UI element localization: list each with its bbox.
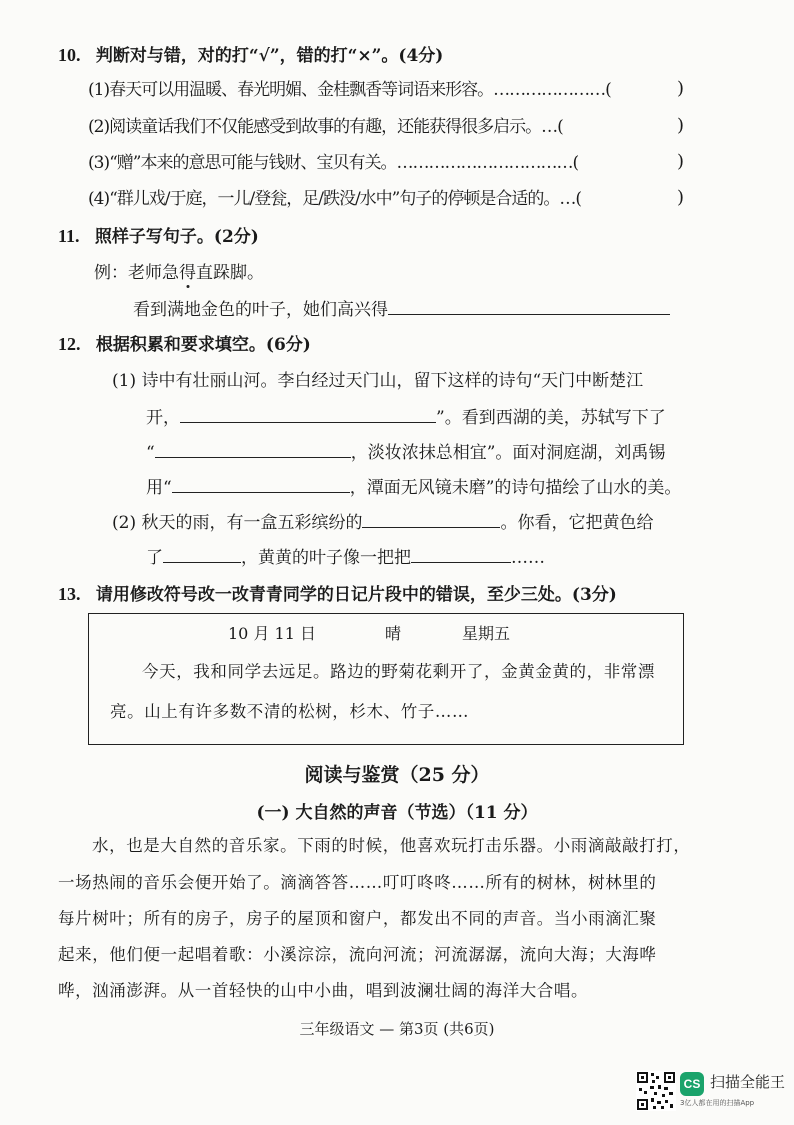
q12-blank-autumn-1[interactable] xyxy=(362,509,500,528)
q12-p1-l3b: ，淡妆浓抹总相宜”。面对洞庭湖，刘禹锡 xyxy=(350,443,666,463)
q12-p2-l1b: 。你看，它把黄色给 xyxy=(500,513,654,533)
diary-line-2: 亮。山上有许多数不清的松树，杉木、竹子…… xyxy=(110,702,470,721)
q12-p1-l4a: 用“ xyxy=(146,478,172,498)
q10-item-2: (2)阅读童话我们不仅能感受到故事的有趣，还能获得很多启示。…( xyxy=(88,117,563,137)
q12-p1-l3a: “ xyxy=(146,443,155,463)
q10-item-1: (1)春天可以用温暖、春光明媚、金桂飘香等词语来形容。…………………( xyxy=(88,80,611,100)
q10-item-4: (4)“群儿戏/于庭，一儿/登瓮，足/跌没/水中”句子的停顿是合适的。…( xyxy=(88,189,582,209)
reading-line-4: 起来，他们便一起唱着歌：小溪淙淙，流向河流；河流潺潺，流向大海；大海哗 xyxy=(58,945,657,964)
page-footer: 三年级语文 — 第3页 (共6页) xyxy=(299,1020,495,1038)
q10-answer-4[interactable]: ) xyxy=(677,187,685,208)
q12-title: 根据积累和要求填空。(6分) xyxy=(95,335,311,355)
q12-header xyxy=(58,333,311,356)
reading-line-1: 水，也是大自然的音乐家。下雨的时候，他喜欢玩打击乐器。小雨滴敲敲打打， xyxy=(92,836,691,855)
q10-number: 10. xyxy=(58,45,81,65)
q12-p2-l1a: (2) 秋天的雨，有一盒五彩缤纷的 xyxy=(112,513,363,533)
diary-line-1: 今天，我和同学去远足。路边的野菊花剩开了，金黄金黄的，非常漂 xyxy=(142,662,655,681)
q12-part2-line2 xyxy=(146,544,545,569)
q12-part1-line3 xyxy=(146,439,665,464)
q12-blank-tianmen[interactable] xyxy=(180,404,436,423)
camscanner-tagline: 3亿人都在用的扫描App xyxy=(680,1099,755,1107)
reading-line-5: 哗，汹涌澎湃。从一首轻快的山中小曲，唱到波澜壮阔的海洋大合唱。 xyxy=(58,981,589,1000)
reading-subtitle: (一) 大自然的声音（节选）（11 分） xyxy=(256,803,538,823)
diary-weekday: 星期五 xyxy=(462,624,511,643)
q12-part1-line4 xyxy=(146,474,681,499)
diary-weather: 晴 xyxy=(385,624,402,643)
camscanner-logo-icon: CS xyxy=(680,1072,704,1096)
q12-p1-l4b: ，潭面无风镜未磨”的诗句描绘了山水的美。 xyxy=(349,478,682,498)
q13-title: 请用修改符号改一改青青同学的日记片段中的错误，至少三处。(3分) xyxy=(95,585,617,605)
q10-answer-2[interactable]: ) xyxy=(677,115,685,136)
q12-p1-l2a: 开， xyxy=(146,408,180,428)
q11-prompt-line xyxy=(133,296,670,321)
q12-p2-l2a: 了 xyxy=(146,548,163,568)
camscanner-name: 扫描全能王 xyxy=(710,1073,786,1091)
q10-answer-1[interactable]: ) xyxy=(677,78,685,99)
q12-blank-autumn-2[interactable] xyxy=(163,544,241,563)
reading-line-2: 一场热闹的音乐会便开始了。滴滴答答……叮叮咚咚……所有的树林，树林里的 xyxy=(58,873,657,892)
diary-date: 10 月 11 日 xyxy=(228,624,316,643)
q12-p1-l2b: ”。看到西湖的美，苏轼写下了 xyxy=(436,408,666,428)
qr-code-icon xyxy=(636,1071,676,1111)
q12-blank-autumn-3[interactable] xyxy=(411,544,511,563)
q10-title: 判断对与错，对的打“√”，错的打“×”。(4分) xyxy=(95,46,444,66)
q10-answer-3[interactable]: ) xyxy=(677,151,685,172)
q12-p2-l2c: …… xyxy=(511,548,545,568)
q11-example-prefix: 例：老师急 xyxy=(94,263,179,283)
q11-title: 照样子写句子。(2分) xyxy=(94,227,259,247)
q13-number: 13. xyxy=(58,584,81,604)
q12-part2-line1 xyxy=(112,509,653,534)
q11-header xyxy=(58,225,259,248)
q13-header xyxy=(58,583,617,606)
q10-item-3: (3)“赠”本来的意思可能与钱财、宝贝有关。……………………………( xyxy=(88,153,579,173)
q12-p2-l2b: ，黄黄的叶子像一把把 xyxy=(241,548,411,568)
q11-answer-blank[interactable] xyxy=(388,296,670,315)
q12-blank-xihu[interactable] xyxy=(155,439,351,458)
q11-example-suffix: 直跺脚。 xyxy=(196,263,264,283)
q11-number: 11. xyxy=(58,226,80,246)
q12-part1-line2 xyxy=(146,404,666,429)
reading-section-title: 阅读与鉴赏（25 分） xyxy=(304,764,490,786)
reading-line-3: 每片树叶；所有的房子，房子的屋顶和窗户，都发出不同的声音。当小雨滴汇聚 xyxy=(58,909,657,928)
q11-prompt: 看到满地金色的叶子，她们高兴得 xyxy=(133,300,388,320)
q12-blank-dongting[interactable] xyxy=(172,474,350,493)
q12-number: 12. xyxy=(58,334,81,354)
q11-example xyxy=(94,262,264,284)
q10-header xyxy=(58,44,443,67)
q11-example-emphasis: 得 xyxy=(179,263,196,283)
q12-part1-line1: (1) 诗中有壮丽山河。李白经过天门山，留下这样的诗句“天门中断楚江 xyxy=(112,371,644,391)
